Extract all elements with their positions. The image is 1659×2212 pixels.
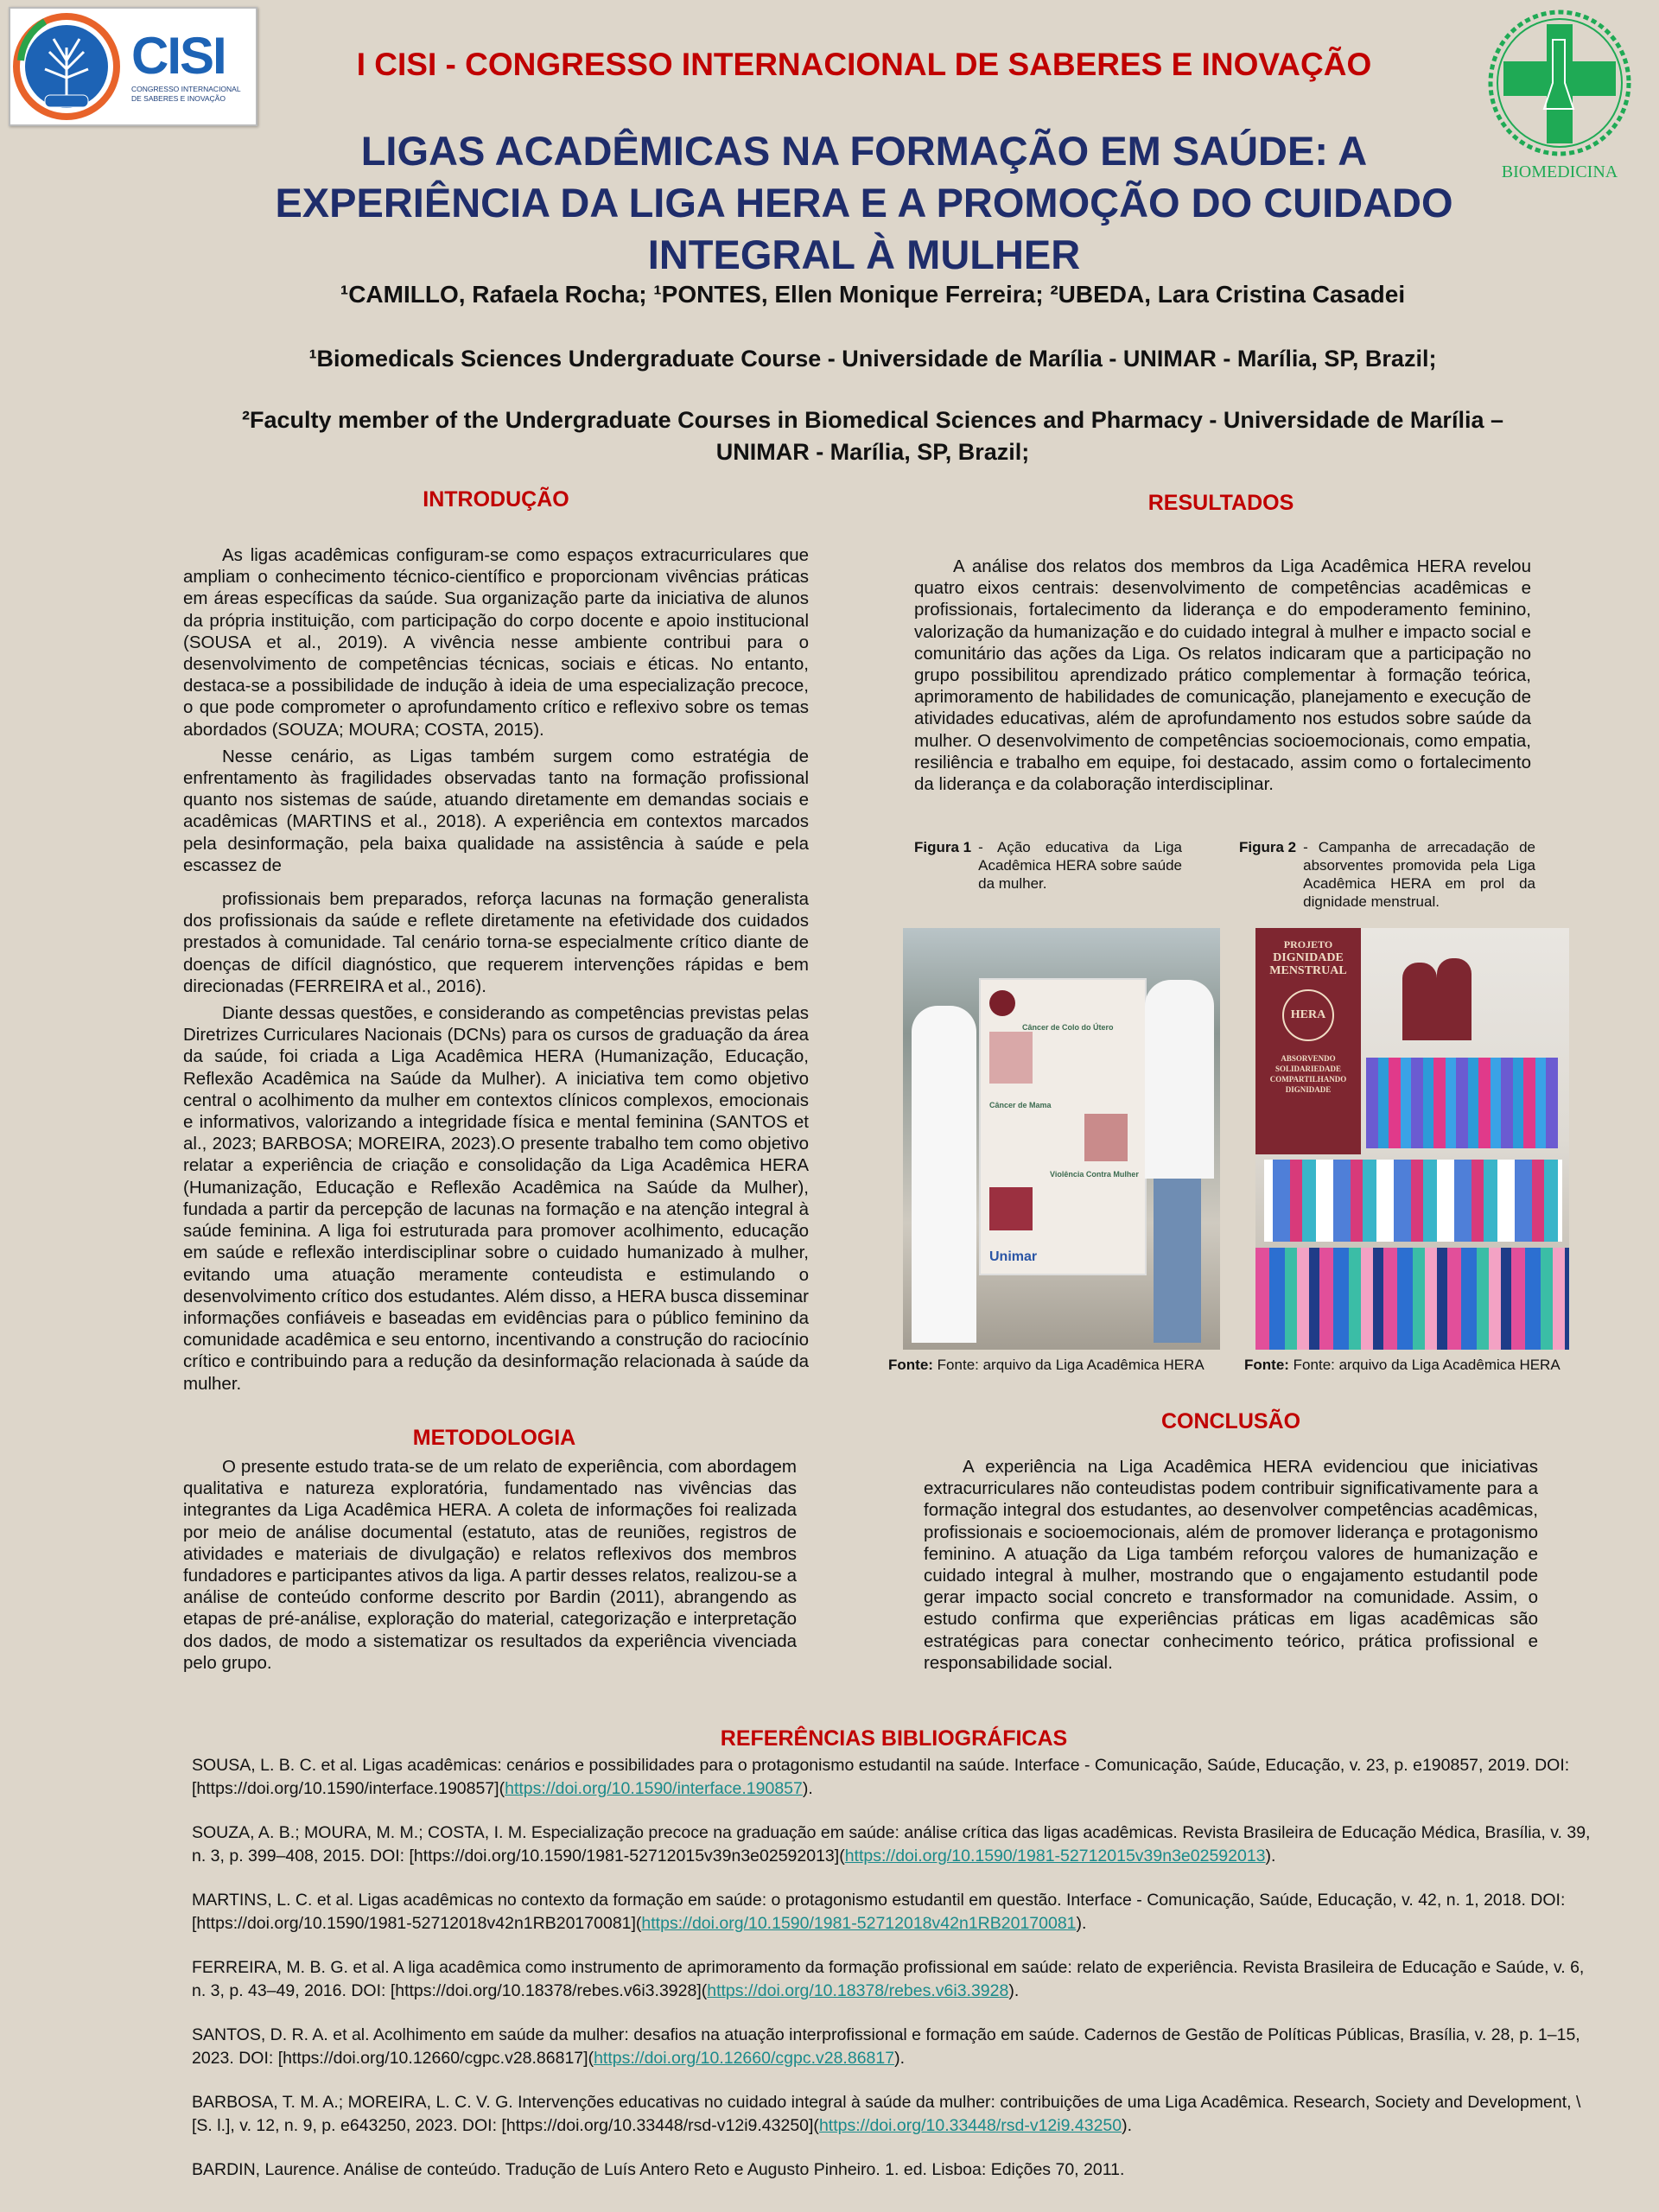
reference-tail: ). bbox=[1076, 1914, 1087, 1933]
caption-text: - Campanha de arrecadação de absorventes promovida pela Liga Acadêmica HERA em prol da dignidade menstrual. bbox=[1303, 839, 1535, 910]
reference-item bbox=[192, 2158, 1596, 2182]
reference-item bbox=[192, 1889, 1596, 1936]
figure-1-caption bbox=[914, 838, 1182, 893]
poster-title bbox=[207, 125, 1521, 281]
source-text: Fonte: arquivo da Liga Acadêmica HERA bbox=[1293, 1357, 1560, 1373]
reference-text: BARBOSA, T. M. A.; MOREIRA, L. C. V. G. Intervenções educativas no cuidado integral à saúde da mulher: contribuições de uma Liga Acadêmica. Research, Society and Development, \[S. l.], v. 12, n. 9, p. e643250, 2023. DOI: [https://doi.org/10.33448/rsd-v12i9.43250]( bbox=[192, 2093, 1581, 2135]
caption-text: - Ação educativa da Liga Acadêmica HERA sobre saúde da mulher. bbox=[978, 839, 1182, 892]
title-line: LIGAS ACADÊMICAS NA FORMAÇÃO EM SAÚDE: A bbox=[360, 128, 1368, 174]
reference-item bbox=[192, 1956, 1596, 2003]
reference-doi-link[interactable]: https://doi.org/10.1590/interface.190857 bbox=[505, 1779, 803, 1798]
reference-doi-link[interactable]: https://doi.org/10.18378/rebes.v6i3.3928 bbox=[707, 1981, 1009, 2000]
affiliation-2: ²Faculty member of the Undergraduate Courses in Biomedical Sciences and Pharmacy - Universidade de Marília – UNIMAR - Marília, SP, Brazil; bbox=[242, 407, 1503, 465]
paragraph: Nesse cenário, as Ligas também surgem como estratégia de enfrentamento às fragilidades observadas tanto na formação profissional quanto nos sistemas de saúde, atuando diretamente em demandas sociais e acadêmicas (MARTINS et al., 2018). A experiência em contextos marcados pela desinformação, pela baixa qualidade na assistência à saúde e pela escassez de bbox=[183, 746, 809, 875]
reference-item bbox=[192, 2024, 1596, 2070]
banner-text: DIGNIDADE MENSTRUAL bbox=[1269, 951, 1347, 977]
hera-seal: HERA bbox=[1282, 989, 1334, 1041]
dignidade-banner bbox=[1255, 928, 1361, 1154]
person-left bbox=[1402, 963, 1437, 1040]
cisi-logo-text: CISI bbox=[131, 27, 226, 85]
figure-2-source bbox=[1244, 1357, 1560, 1374]
person-right bbox=[1437, 958, 1471, 1040]
conclusao-heading: CONCLUSÃO bbox=[1160, 1409, 1301, 1433]
reference-tail: ). bbox=[802, 1779, 813, 1798]
source-label: Fonte: bbox=[1244, 1357, 1289, 1373]
banner-illustration bbox=[989, 1032, 1033, 1084]
reference-text: BARDIN, Laurence. Análise de conteúdo. Tradução de Luís Antero Reto e Augusto Pinheiro. 1. ed. Lisboa: Edições 70, 2011. bbox=[192, 2160, 1125, 2179]
source-label: Fonte: bbox=[888, 1357, 933, 1373]
figure-label: Figura 1 bbox=[914, 839, 972, 855]
banner-text: Violência Contra Mulher bbox=[1050, 1170, 1139, 1179]
reference-tail: ). bbox=[1122, 2116, 1133, 2135]
referencias-heading: REFERÊNCIAS BIBLIOGRÁFICAS bbox=[720, 1726, 1068, 1751]
figure-2-photo bbox=[1255, 928, 1569, 1350]
reference-text: MARTINS, L. C. et al. Ligas acadêmicas no contexto da formação em saúde: o protagonismo estudantil em questão. Interface - Comunicação, Saúde, Educação, v. 42, n. 1, 2018. DOI: [https://doi.org/10.1590/1981-52712018v42n1RB20170081]( bbox=[192, 1891, 1566, 1933]
reference-tail: ). bbox=[894, 2049, 905, 2068]
biomedicina-logo-text: BIOMEDICINA bbox=[1501, 162, 1618, 181]
metodologia-text bbox=[183, 1456, 797, 1679]
banner-illustration bbox=[989, 1187, 1033, 1230]
cisi-logo bbox=[9, 7, 257, 126]
figure-1-source bbox=[888, 1357, 1205, 1374]
references-list bbox=[192, 1754, 1596, 2202]
figure-1-photo bbox=[903, 928, 1220, 1350]
educational-banner bbox=[979, 978, 1147, 1275]
reference-item bbox=[192, 1821, 1596, 1868]
introducao-heading: INTRODUÇÃO bbox=[423, 487, 569, 512]
reference-text: SANTOS, D. R. A. et al. Acolhimento em saúde da mulher: desafios na atuação interprofissional e formação em saúde. Cadernos de Gestão de Políticas Públicas, Brasília, v. 28, p. 1–15, 2023. DOI: [https://doi.org/10.12660/cgpc.v28.86817]( bbox=[192, 2025, 1580, 2068]
resultados-heading: RESULTADOS bbox=[1147, 491, 1294, 515]
metodologia-heading: METODOLOGIA bbox=[412, 1426, 576, 1450]
reference-item bbox=[192, 1754, 1596, 1801]
title-line: INTEGRAL À MULHER bbox=[647, 232, 1081, 277]
banner-text: Câncer de Colo do Útero bbox=[1022, 1023, 1114, 1032]
chairs-with-pads bbox=[1264, 1160, 1562, 1242]
banner-text: PROJETO bbox=[1283, 938, 1333, 950]
person-left bbox=[912, 1006, 976, 1343]
person-right-jeans bbox=[1154, 1179, 1201, 1343]
conclusao-text bbox=[924, 1456, 1538, 1679]
paragraph: profissionais bem preparados, reforça lacunas na formação generalista dos profissionais da saúde e reflete diretamente na efetividade dos cuidados prestados à comunidade. Tal cenário torna-se especialmente crítico diante de doenças de difícil diagnóstico, que requerem intervenções rápidas e bem direcionadas (FERREIRA et al., 2016). bbox=[183, 889, 809, 996]
reference-tail: ). bbox=[1008, 1981, 1020, 2000]
paragraph: A experiência na Liga Acadêmica HERA evidenciou que iniciativas extracurriculares não conteudistas podem contribuir significativamente para a formação integral dos estudantes, ao desenvolver competências acadêmicas, profissionais e socioemocionais, além de promover liderança e protagonismo feminino. A atuação da Liga também reforçou valores de humanização e cuidado integral à mulher, mostrando que o engajamento estudantil pode gerar impacto social concreto e transformador na comunidade. Assim, o estudo confirma que experiências práticas em ligas acadêmicas são estratégicas para conectar conhecimento teórico, prática profissional e responsabilidade social. bbox=[924, 1457, 1538, 1673]
person-right bbox=[1145, 980, 1214, 1179]
paragraph: Diante dessas questões, e considerando as competências previstas pelas Diretrizes Curriculares Nacionais (DCNs) para os cursos de graduação da área da saúde, foi criada a Liga Acadêmica HERA (Humanização, Educação, Reflexão Acadêmica na Saúde da Mulher). A iniciativa tem como objetivo central o acolhimento da mulher em contextos clínicos complexos, emocionais e informativos, valorizando a integridade física e mental feminina (SANTOS et al., 2023; BARBOSA; MOREIRA, 2023).O presente trabalho tem como objetivo relatar a experiência de criação e consolidação da Liga Acadêmica HERA (Humanização, Educação e Reflexão Acadêmica na Saúde da Mulher), fundada a partir da percepção de lacunas na formação e na atenção integral à saúde feminina. A liga foi estruturada para promover acolhimento, educação em saúde e reflexão interdisciplinar sobre o cuidado humanizado à mulher, evitando uma atuação meramente conteudista e estimulando o desenvolvimento crítico dos estudantes. Além disso, a HERA busca disseminar informações confiáveis e baseadas em evidências para o público feminino da comunidade acadêmica e seu entorno, incentivando a construção do raciocínio crítico e contribuindo para a redução da desinformação relacionada à saúde da mulher. bbox=[183, 1003, 809, 1394]
reference-doi-link[interactable]: https://doi.org/10.33448/rsd-v12i9.43250 bbox=[818, 2116, 1122, 2135]
paragraph: As ligas acadêmicas configuram-se como espaços extracurriculares que ampliam o conhecimento técnico-científico e proporcionam vivências práticas em áreas específicas da saúde. Sua organização parte da iniciativa de alunos da própria instituição, com participação do corpo docente e apoio institucional (SOUSA et al., 2019). A vivência nesse ambiente contribui para o desenvolvimento de competências técnicas, sociais e éticas. No entanto, destaca-se a possibilidade de indução à ideia de uma especialização precoce, o que pode comprometer o aprofundamento crítico e reflexivo sobre os temas abordados (SOUZA; MOURA; COSTA, 2015). bbox=[183, 545, 809, 740]
reference-text: SOUSA, L. B. C. et al. Ligas acadêmicas: cenários e possibilidades para o protagonismo estudantil na saúde. Interface - Comunicação, Saúde, Educação, v. 23, p. e190857, 2019. DOI: [https://doi.org/10.1590/interface.190857]( bbox=[192, 1756, 1570, 1798]
reference-text: FERREIRA, M. B. G. et al. A liga acadêmica como instrumento de aprimoramento da formação profissional em saúde: relato de experiência. Revista Brasileira de Educação e Saúde, v. 6, n. 3, p. 43–49, 2016. DOI: [https://doi.org/10.18378/rebes.v6i3.3928]( bbox=[192, 1958, 1585, 2000]
figure-2-caption bbox=[1239, 838, 1535, 911]
figure-label: Figura 2 bbox=[1239, 839, 1297, 855]
reference-doi-link[interactable]: https://doi.org/10.12660/cgpc.v28.86817 bbox=[594, 2049, 895, 2068]
reference-item bbox=[192, 2091, 1596, 2138]
resultados-text bbox=[914, 556, 1531, 800]
floor-pads bbox=[1255, 1248, 1569, 1350]
source-text: Fonte: arquivo da Liga Acadêmica HERA bbox=[937, 1357, 1205, 1373]
reference-doi-link[interactable]: https://doi.org/10.1590/1981-52712015v39n3e02592013 bbox=[844, 1847, 1266, 1866]
banner-text: ABSORVENDO SOLIDARIEDADE COMPARTILHANDO DIGNIDADE bbox=[1269, 1054, 1347, 1094]
donated-pads-stack bbox=[1366, 1058, 1558, 1148]
banner-illustration bbox=[1084, 1114, 1128, 1161]
affiliation-1: ¹Biomedicals Sciences Undergraduate Course - Universidade de Marília - UNIMAR - Marília, SP, Brazil; bbox=[308, 346, 1437, 372]
hera-logo-icon bbox=[989, 990, 1015, 1016]
banner-text: Câncer de Mama bbox=[989, 1101, 1052, 1109]
unimar-text: Unimar bbox=[989, 1249, 1038, 1264]
reference-text: SOUZA, A. B.; MOURA, M. M.; COSTA, I. M. Especialização precoce na graduação em saúde: análise crítica das ligas acadêmicas. Revista Brasileira de Educação Médica, Brasília, v. 39, n. 3, p. 399–408, 2015. DOI: [https://doi.org/10.1590/1981-52712015v39n3e02592013]( bbox=[192, 1823, 1591, 1866]
title-line: EXPERIÊNCIA DA LIGA HERA E A PROMOÇÃO DO CUIDADO bbox=[275, 180, 1453, 226]
cisi-logo-subtext: CONGRESSO INTERNACIONAL DE SABERES E INOVAÇÃO bbox=[131, 85, 241, 103]
authors: ¹CAMILLO, Rafaela Rocha; ¹PONTES, Ellen Monique Ferreira; ²UBEDA, Lara Cristina Casadei bbox=[340, 281, 1406, 308]
reference-tail: ). bbox=[1265, 1847, 1276, 1866]
introducao-text bbox=[183, 544, 809, 1400]
paragraph: O presente estudo trata-se de um relato de experiência, com abordagem qualitativa e natureza exploratória, fundamentado nas vivências das integrantes da Liga Acadêmica HERA. A coleta de informações foi realizada por meio de análise documental (estatuto, atas de reuniões, registros de atividades e materiais de divulgação) e relatos reflexivos dos membros fundadores e participantes ativos da liga. A partir desses relatos, realizou-se a análise de conteúdo conforme descrito por Bardin (2011), abrangendo as etapas de pré-análise, exploração do material, categorização e interpretação dos dados, de modo a sistematizar os resultados da experiência vivenciada pelo grupo. bbox=[183, 1457, 797, 1673]
reference-doi-link[interactable]: https://doi.org/10.1590/1981-52712018v42n1RB20170081 bbox=[641, 1914, 1077, 1933]
conference-title: I CISI - CONGRESSO INTERNACIONAL DE SABERES E INOVAÇÃO bbox=[356, 47, 1372, 82]
paragraph: A análise dos relatos dos membros da Liga Acadêmica HERA revelou quatro eixos centrais: desenvolvimento de competências acadêmicas e profissionais, fortalecimento da liderança e do empoderamento feminino, valorização da humanização e do cuidado integral à mulher e impacto social e comunitário das ações da Liga. Os relatos indicaram que a participação no grupo possibilitou aprendizado prático complementar à formação teórica, aprimoramento de habilidades de comunicação, planejamento e execução de atividades educativas, além de aprofundamento nos estudos sobre saúde da mulher. O desenvolvimento de competências socioemocionais, como empatia, resiliência e trabalho em equipe, foi destacado, assim como o fortalecimento da liderança e da colaboração interdisciplinar. bbox=[914, 556, 1531, 795]
